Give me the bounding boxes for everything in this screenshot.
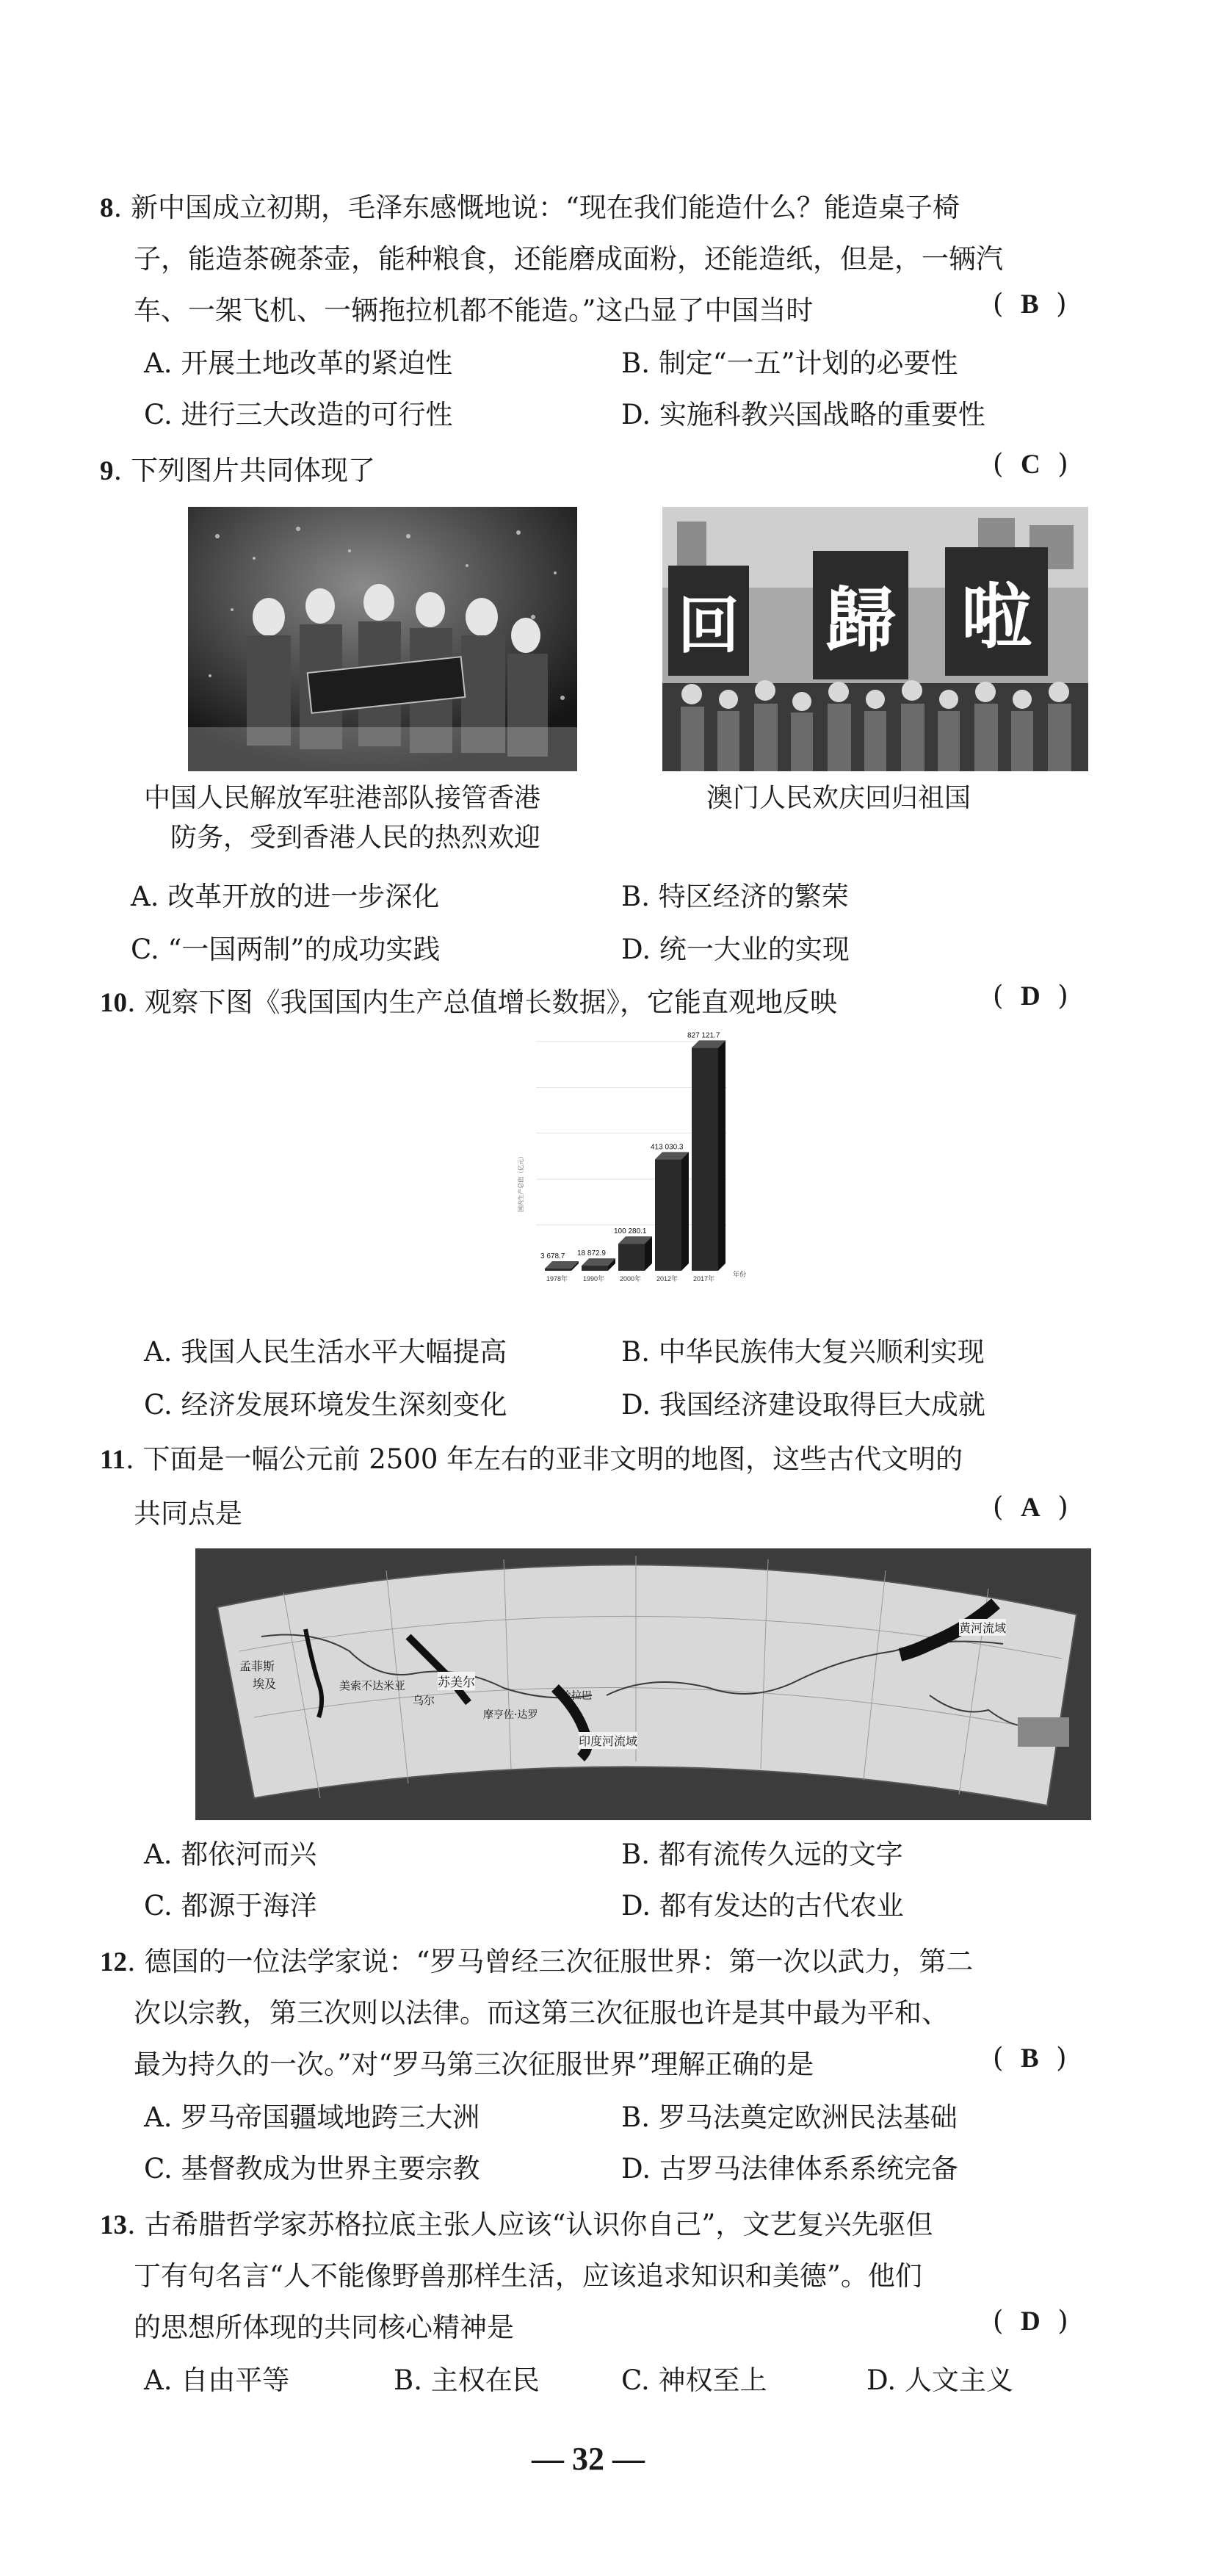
gdp-bar bbox=[545, 1269, 571, 1271]
q11-line-1: 11. 下面是一幅公元前 2500 年左右的亚非文明的地图，这些古代文明的 bbox=[100, 1443, 963, 1475]
gdp-value-label: 413 030.3 bbox=[651, 1143, 684, 1152]
gdp-x-tick-label: 2017年 bbox=[693, 1275, 715, 1282]
gdp-x-unit-label: 年份 bbox=[733, 1271, 747, 1278]
q10-number: 10 bbox=[100, 988, 127, 1018]
gdp-bar-side bbox=[681, 1152, 689, 1271]
gdp-x-tick-label: 2000年 bbox=[620, 1275, 642, 1282]
gdp-value-label: 827 121.7 bbox=[687, 1031, 720, 1040]
q10-stem: 10. 观察下图《我国国内生产总值增长数据》，它能直观地反映 bbox=[100, 986, 838, 1018]
gdp-bar bbox=[582, 1266, 608, 1271]
q8-line-3: 车、一架飞机、一辆拖拉机都不能造。”这凸显了中国当时 bbox=[134, 295, 814, 326]
gdp-x-tick-label: 1990年 bbox=[583, 1275, 605, 1282]
q13-option-a: A. 自由平等 bbox=[144, 2364, 290, 2396]
map-label-egypt: 埃及 bbox=[253, 1677, 277, 1691]
q8-option-d: D. 实施科教兴国战略的重要性 bbox=[621, 399, 985, 430]
q11-option-c: C. 都源于海洋 bbox=[144, 1890, 317, 1922]
q9-option-b: B. 特区经济的繁荣 bbox=[621, 881, 849, 912]
q10-option-a: A. 我国人民生活水平大幅提高 bbox=[144, 1336, 507, 1368]
gdp-bar bbox=[692, 1047, 718, 1271]
gdp-x-tick-label: 2012年 bbox=[656, 1275, 679, 1282]
gdp-y-axis-label: 国内生产总值（亿元） bbox=[518, 1153, 524, 1212]
photo-macau-celebration bbox=[662, 507, 1088, 771]
q13-line-2: 丁有句名言“人不能像野兽那样生活，应该追求知识和美德”。他们 bbox=[134, 2260, 922, 2292]
q13-option-b: B. 主权在民 bbox=[394, 2364, 540, 2396]
map-label-mesopotamia: 美索不达米亚 bbox=[339, 1679, 406, 1692]
photo-right-caption: 澳门人民欢庆回归祖国 bbox=[706, 783, 971, 813]
q12-answer: ( B ) bbox=[993, 2042, 1067, 2074]
q12-line-1: 12. 德国的一位法学家说：“罗马曾经三次征服世界：第一次以武力，第二 bbox=[100, 1946, 974, 1977]
q9-option-a: A. 改革开放的进一步深化 bbox=[131, 881, 440, 912]
q9-answer: ( C ) bbox=[993, 448, 1068, 480]
q9-number: 9 bbox=[100, 456, 114, 486]
photo-left-caption-2: 防务，受到香港人民的热烈欢迎 bbox=[170, 823, 541, 853]
photo-pla-garrison-graphic bbox=[188, 507, 577, 771]
photo-pla-garrison bbox=[188, 507, 577, 771]
banner-char-3: 啦 bbox=[961, 575, 1032, 658]
q12-option-a: A. 罗马帝国疆域地跨三大洲 bbox=[144, 2101, 480, 2133]
q11-option-a: A. 都依河而兴 bbox=[144, 1839, 317, 1870]
q10-option-c: C. 经济发展环境发生深刻变化 bbox=[144, 1389, 507, 1421]
map-label-mohenjo-daro: 摩亨佐·达罗 bbox=[483, 1709, 538, 1721]
q8-answer: ( B ) bbox=[993, 288, 1067, 320]
q9-option-c: C. “一国两制”的成功实践 bbox=[131, 934, 441, 965]
map-label-yellow-river: 黄河流域 bbox=[959, 1619, 1006, 1636]
gdp-value-label: 100 280.1 bbox=[614, 1227, 647, 1236]
q12-option-c: C. 基督教成为世界主要宗教 bbox=[144, 2153, 480, 2184]
map-label-harappa: 哈拉巴 bbox=[561, 1690, 592, 1702]
gdp-value-label: 3 678.7 bbox=[540, 1252, 565, 1260]
ancient-civilizations-map bbox=[195, 1548, 1091, 1820]
map-label-sumer: 苏美尔 bbox=[438, 1672, 475, 1690]
photo-left-caption-1: 中国人民解放军驻港部队接管香港 bbox=[144, 783, 541, 813]
q8-line-1: 8. 新中国成立初期，毛泽东感慨地说：“现在我们能造什么？能造桌子椅 bbox=[100, 192, 960, 223]
page-number: — 32 — bbox=[532, 2441, 645, 2477]
q8-option-b: B. 制定“一五”计划的必要性 bbox=[621, 347, 958, 379]
banner-char-1: 回 bbox=[677, 588, 739, 662]
gdp-bar bbox=[618, 1244, 645, 1271]
q11-option-b: B. 都有流传久远的文字 bbox=[621, 1839, 903, 1870]
q13-number: 13 bbox=[100, 2210, 127, 2240]
gdp-chart bbox=[507, 1028, 771, 1322]
map-label-indus-valley: 印度河流域 bbox=[579, 1732, 637, 1749]
gdp-bar bbox=[655, 1159, 681, 1271]
q13-option-d: D. 人文主义 bbox=[866, 2364, 1013, 2396]
q12-option-b: B. 罗马法奠定欧洲民法基础 bbox=[621, 2101, 958, 2133]
ancient-map-graphic bbox=[195, 1548, 1091, 1820]
map-label-ur: 乌尔 bbox=[413, 1694, 435, 1707]
q11-number: 11 bbox=[100, 1445, 126, 1475]
q9-stem: 9. 下列图片共同体现了 bbox=[100, 455, 376, 486]
q13-line-1: 13. 古希腊哲学家苏格拉底主张人应该“认识你自己”，文艺复兴先驱但 bbox=[100, 2209, 933, 2240]
q8-number: 8 bbox=[100, 193, 114, 223]
q11-line-2: 共同点是 bbox=[134, 1498, 242, 1529]
q10-option-b: B. 中华民族伟大复兴顺利实现 bbox=[621, 1336, 985, 1368]
q12-number: 12 bbox=[100, 1947, 127, 1977]
q12-option-d: D. 古罗马法律体系系统完备 bbox=[621, 2153, 958, 2184]
q13-option-c: C. 神权至上 bbox=[621, 2364, 767, 2396]
q11-answer: ( A ) bbox=[993, 1491, 1068, 1523]
q13-line-3: 的思想所体现的共同核心精神是 bbox=[134, 2312, 514, 2343]
q11-option-d: D. 都有发达的古代农业 bbox=[621, 1890, 904, 1922]
banner-char-2: 歸 bbox=[825, 579, 896, 662]
q8-option-c: C. 进行三大改造的可行性 bbox=[144, 399, 453, 430]
q12-line-3: 最为持久的一次。”对“罗马第三次征服世界”理解正确的是 bbox=[134, 2049, 814, 2080]
gdp-chart-svg bbox=[507, 1028, 771, 1322]
q13-answer: ( D ) bbox=[993, 2305, 1068, 2337]
q8-option-a: A. 开展土地改革的紧迫性 bbox=[144, 347, 453, 379]
gdp-x-tick-label: 1978年 bbox=[546, 1275, 568, 1282]
map-label-memphis: 孟菲斯 bbox=[239, 1659, 275, 1673]
gdp-bar-side bbox=[718, 1040, 725, 1271]
gdp-value-label: 18 872.9 bbox=[577, 1249, 606, 1258]
q8-line-2: 子，能造茶碗茶壶，能种粮食，还能磨成面粉，还能造纸，但是，一辆汽 bbox=[134, 243, 1003, 275]
q12-line-2: 次以宗教，第三次则以法律。而这第三次征服也许是其中最为平和、 bbox=[134, 1997, 949, 2029]
q10-option-d: D. 我国经济建设取得巨大成就 bbox=[621, 1389, 985, 1421]
q9-option-d: D. 统一大业的实现 bbox=[621, 934, 850, 965]
q10-answer: ( D ) bbox=[993, 980, 1068, 1011]
